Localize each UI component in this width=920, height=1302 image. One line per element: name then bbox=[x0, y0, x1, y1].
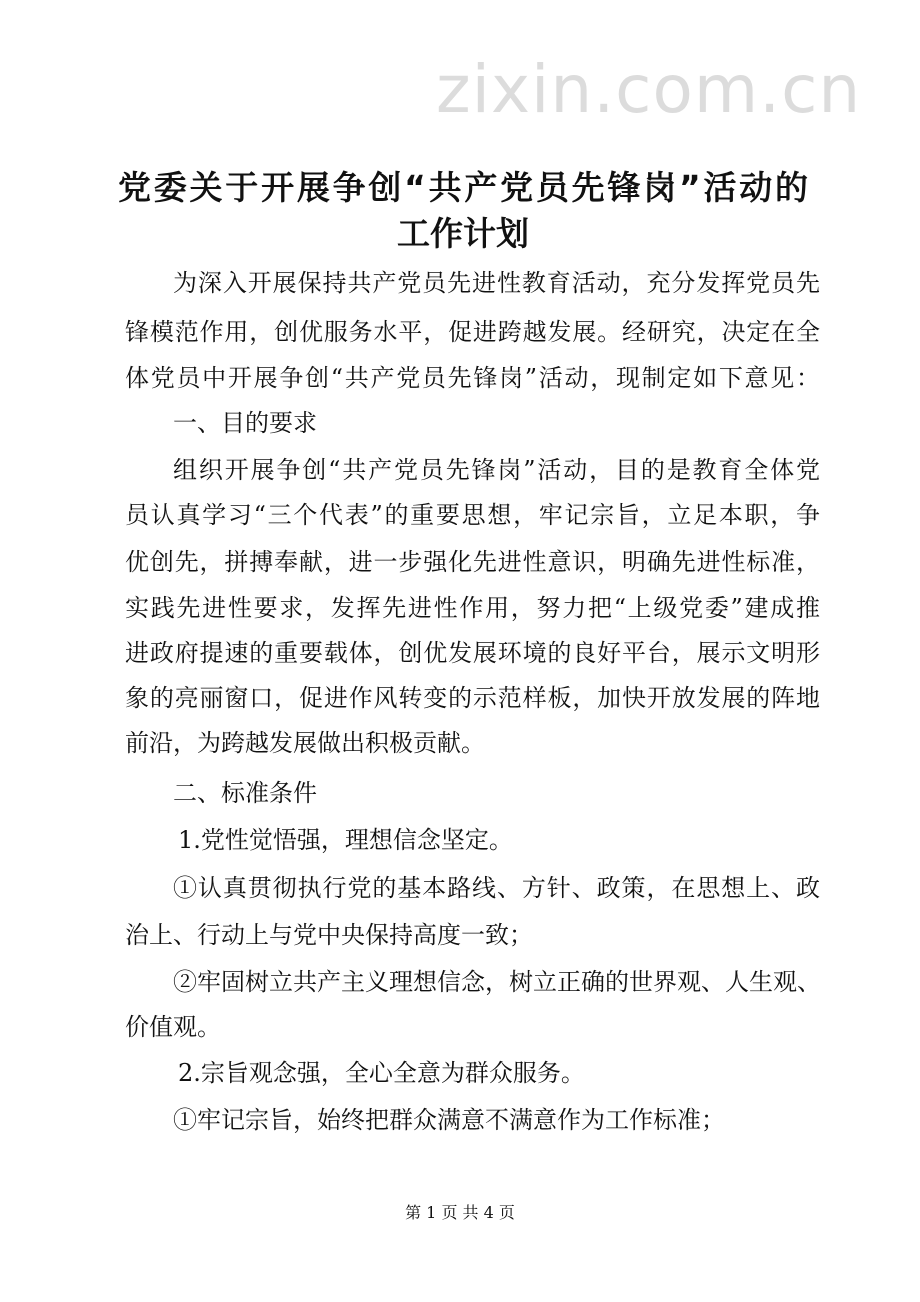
page-footer: 第 1 页 共 4 页 bbox=[405, 1203, 515, 1222]
paragraph-line: 员认真学习“三个代表”的重要思想，牢记宗旨，立足本职，争 bbox=[125, 501, 820, 529]
paragraph-line: 为深入开展保持共产党员先进性教育活动，充分发挥党员先 bbox=[173, 269, 820, 297]
paragraph-line: 治上、行动上与党中央保持高度一致； bbox=[125, 921, 533, 949]
paragraph-line: 实践先进性要求，发挥先进性作用，努力把“上级党委”建成推 bbox=[125, 594, 820, 622]
paragraph-line: 前沿，为跨越发展做出积极贡献。 bbox=[125, 729, 485, 757]
subsection-heading: 2.宗旨观念强，全心全意为群众服务。 bbox=[178, 1059, 585, 1087]
paragraph-line: ①认真贯彻执行党的基本路线、方针、政策，在思想上、政 bbox=[173, 874, 820, 902]
subsection-heading: 1.党性觉悟强，理想信念坚定。 bbox=[178, 826, 513, 854]
paragraph-line: 价值观。 bbox=[125, 1013, 221, 1041]
watermark: zixin.com.cn bbox=[436, 51, 862, 128]
document-title-line2: 工作计划 bbox=[397, 214, 529, 253]
paragraph-line: 体党员中开展争创“共产党员先锋岗”活动，现制定如下意见： bbox=[125, 364, 820, 392]
paragraph-line: 象的亮丽窗口，促进作风转变的示范样板，加快开放发展的阵地 bbox=[125, 684, 820, 712]
paragraph-line: ②牢固树立共产主义理想信念，树立正确的世界观、人生观、 bbox=[173, 968, 821, 996]
paragraph-line: ①牢记宗旨，始终把群众满意不满意作为工作标准； bbox=[173, 1106, 725, 1134]
section-heading: 一、目的要求 bbox=[173, 409, 317, 437]
paragraph-line: 组织开展争创“共产党员先锋岗”活动，目的是教育全体党 bbox=[173, 456, 820, 484]
section-heading: 二、标准条件 bbox=[173, 779, 317, 807]
paragraph-line: 进政府提速的重要载体，创优发展环境的良好平台，展示文明形 bbox=[125, 639, 820, 667]
paragraph-line: 锋模范作用，创优服务水平，促进跨越发展。经研究，决定在全 bbox=[125, 318, 820, 346]
paragraph-line: 优创先，拼搏奉献，进一步强化先进性意识，明确先进性标准， bbox=[125, 548, 820, 576]
document-title-line1: 党委关于开展争创“共产党员先锋岗”活动的 bbox=[118, 168, 808, 207]
